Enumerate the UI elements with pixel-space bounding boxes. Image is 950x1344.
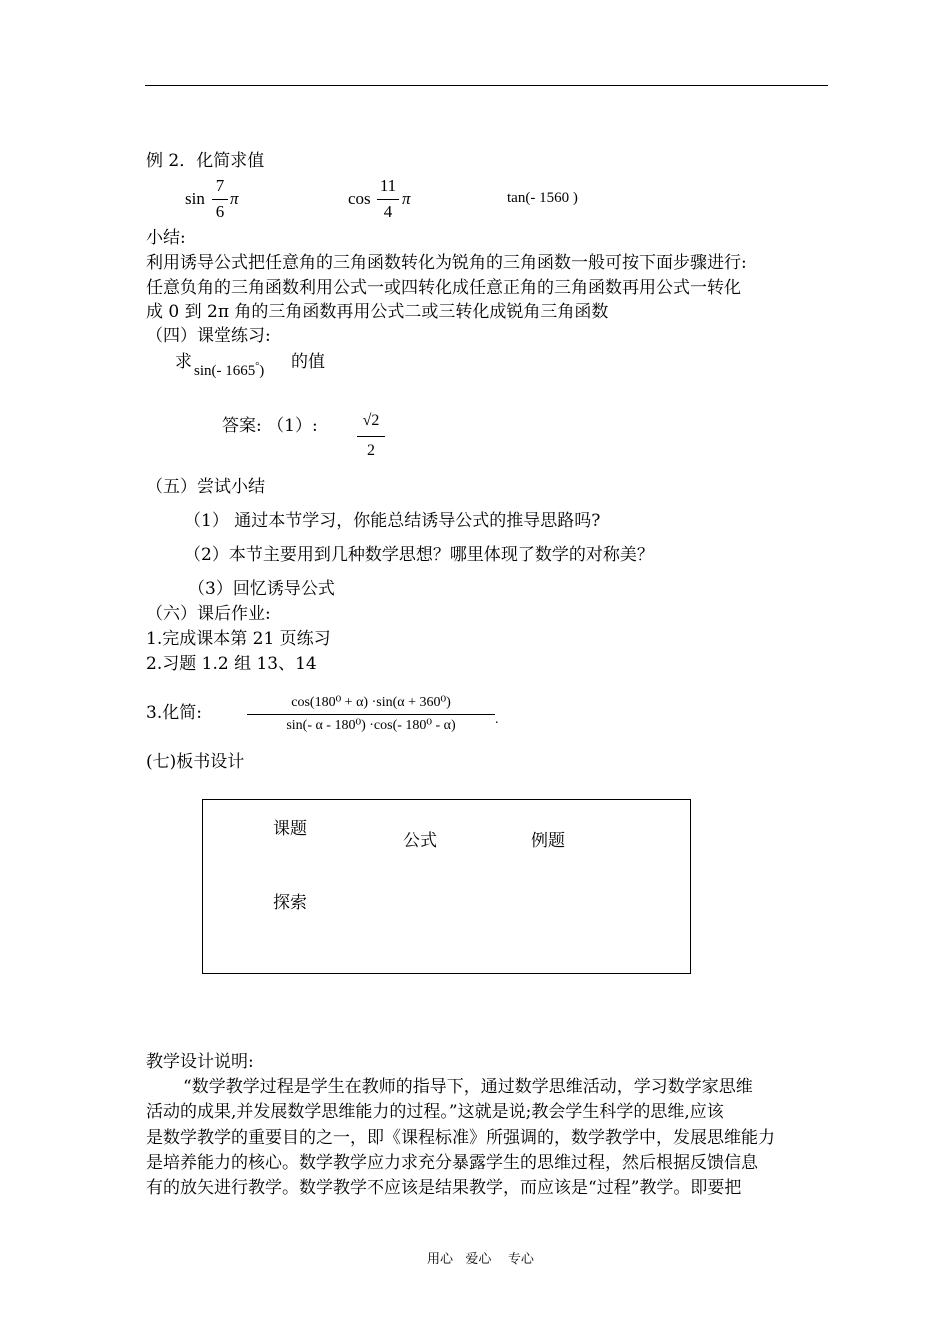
homework-heading: （六）课后作业:: [146, 604, 271, 624]
summary-heading: 小结:: [146, 228, 186, 248]
tan-expression: tan(- 1560 ): [507, 190, 578, 206]
header-rule: [145, 85, 828, 86]
board-cell-explore: 探索: [273, 893, 307, 913]
practice-heading: （四）课堂练习:: [146, 326, 271, 346]
homework-item-2: 2.习题 1.2 组 13、14: [146, 654, 317, 674]
design-line-2: 活动的成果,并发展数学思维能力的过程。”这就是说;教会学生科学的思维,应该: [146, 1102, 724, 1122]
board-cell-topic: 课题: [273, 819, 307, 839]
try-summary-item-2: （2）本节主要用到几种数学思想？哪里体现了数学的对称美？: [184, 545, 654, 565]
design-line-1: “数学教学过程是学生在教师的指导下，通过数学思维活动，学习数学家思维: [183, 1077, 753, 1097]
board-cell-formula: 公式: [403, 831, 437, 851]
design-line-5: 有的放矢进行教学。数学教学不应该是结果教学，而应该是“过程”教学。即要把: [146, 1178, 742, 1198]
try-summary-item-1: （1） 通过本节学习，你能总结诱导公式的推导思路吗?: [184, 511, 601, 531]
board-cell-example: 例题: [531, 831, 565, 851]
homework-item-1: 1.完成课本第 21 页练习: [146, 629, 331, 649]
summary-line-3: 成 0 到 2π 角的三角函数再用公式二或三转化成锐角三角函数: [146, 302, 609, 322]
design-heading: 教学设计说明:: [146, 1052, 254, 1072]
summary-line-1: 利用诱导公式把任意角的三角函数转化为锐角的三角函数一般可按下面步骤进行:: [146, 253, 747, 273]
design-line-4: 是培养能力的核心。数学教学应力求充分暴露学生的思维过程，然后根据反馈信息: [146, 1153, 758, 1173]
example-title: 例 2．化简求值: [146, 151, 265, 171]
try-summary-heading: （五）尝试小结: [146, 477, 265, 497]
try-summary-item-3: （3）回忆诱导公式: [188, 579, 335, 599]
board-heading: (七)板书设计: [146, 752, 245, 772]
design-line-3: 是数学教学的重要目的之一，即《课程标准》所强调的，数学教学中，发展思维能力: [146, 1128, 775, 1148]
summary-line-2: 任意负角的三角函数利用公式一或四转化成任意正角的三角函数再用公式一转化: [146, 278, 741, 298]
page-footer: 用心 爱心 专心: [427, 1252, 534, 1267]
